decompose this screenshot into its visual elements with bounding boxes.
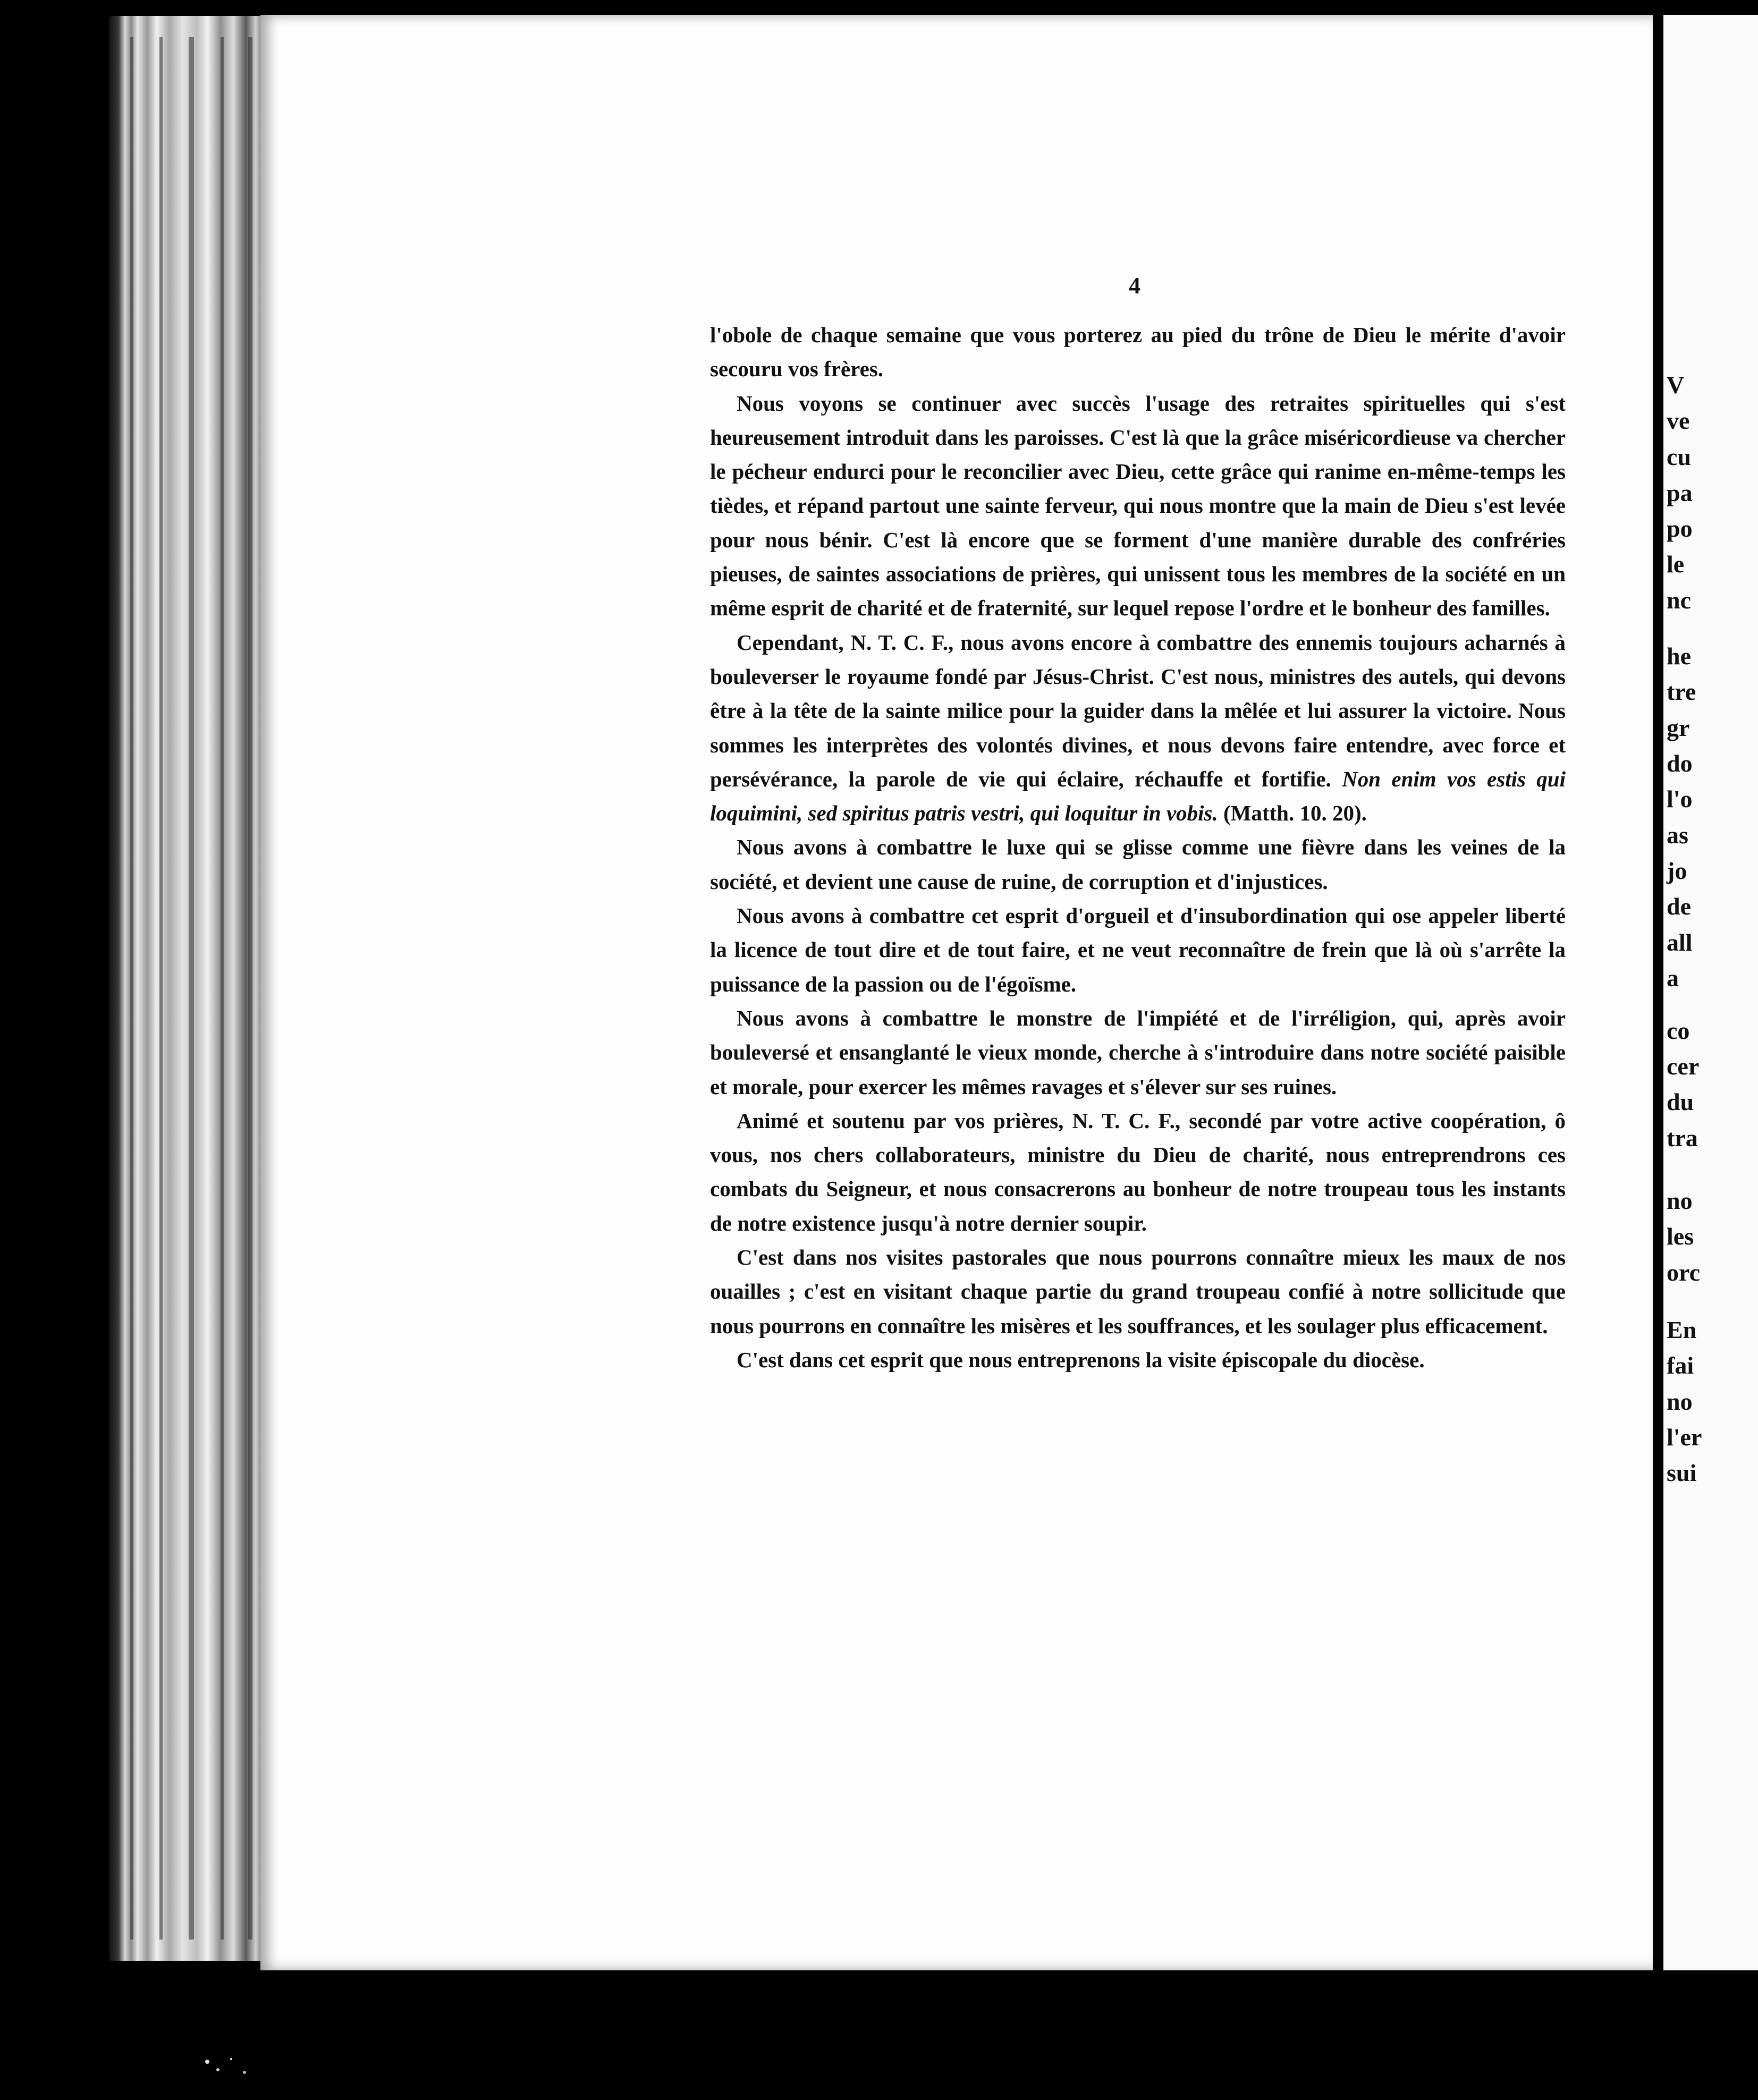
next-page-fragment: no (1667, 1388, 1693, 1415)
next-page-fragment: nc (1667, 587, 1691, 614)
next-page-fragment: les (1667, 1223, 1694, 1250)
next-page-fragment: as (1667, 822, 1688, 849)
paragraph: Nous avons à combattre le luxe qui se glisse comme une fièvre dans les veines de la société, et devient une cause de ruine, de corruption et d'injustices. (710, 835, 1566, 894)
next-page-fragment: l'o (1667, 785, 1693, 812)
book-page-edges (109, 16, 268, 1961)
paragraph-text: Cependant, N. T. C. F., nous avons encore à combattre des ennemis toujours acharnés à bouleverser le royaume fondé par Jésus-Christ. C'est nous, ministres des autels, qui devons être à la tête de la sainte milice pour la guider dans la mêlée et lui assurer la victoire. Nous sommes les interprètes des volontés divines, et nous devons faire entendre, avec force et persévérance, la parole de vie qui éclaire, réchauffe et fortifie. (710, 630, 1566, 791)
next-page-fragment: sui (1667, 1459, 1697, 1486)
page-number: 4 (1129, 273, 1140, 299)
scan-specks (202, 2051, 266, 2083)
next-page-fragment: fai (1667, 1352, 1694, 1379)
paragraph: C'est dans cet esprit que nous entreprenons la visite épiscopale du diocèse. (737, 1347, 1425, 1372)
next-page-fragment: a (1667, 964, 1679, 992)
next-page-fragment: all (1667, 929, 1693, 956)
next-page-fragment: En (1667, 1316, 1697, 1343)
next-page-fragment: cer (1667, 1053, 1700, 1080)
next-page-sliver (1663, 15, 1758, 1970)
next-page-fragment: ve (1667, 407, 1690, 434)
paragraph: Nous voyons se continuer avec succès l'usage des retraites spirituelles qui s'est heureusement introduit dans les paroisses. C'est là que la grâce miséricordieuse va chercher le pécheur endurci pour le reconcilier avec Dieu, cette grâce qui ranime en-même-temps les tièdes, et répand partout une sainte ferveur, qui nous montre que la main de Dieu s'est levée pour nous bénir. C'est là encore que se forment d'une manière durable des confréries pieuses, de saintes associations de prières, qui unissent tous les membres de la société en un même esprit de charité et de fraternité, sur lequel repose l'ordre et le bonheur des familles. (710, 391, 1566, 621)
next-page-fragment: tra (1667, 1124, 1698, 1151)
next-page-fragment: he (1667, 642, 1691, 670)
next-page-fragment: gr (1667, 714, 1690, 741)
next-page-fragment: l'er (1667, 1424, 1702, 1451)
next-page-fragment: jo (1667, 857, 1687, 884)
paragraph: Nous avons à combattre cet esprit d'orgueil et d'insubordination qui ose appeler liberté la licence de tout dire et de tout faire, et ne veut reconnaître de frein que là où s'arrête la puissance de la passion ou de l'égoïsme. (710, 903, 1566, 996)
next-page-fragment: le (1667, 551, 1685, 578)
citation: (Matth. 10. 20). (1223, 801, 1367, 826)
next-page-fragment: pa (1667, 479, 1693, 506)
next-page-fragment: no (1667, 1187, 1693, 1214)
next-page-fragment: V (1667, 371, 1685, 399)
next-page-fragment: co (1667, 1017, 1690, 1044)
next-page-fragment: do (1667, 750, 1693, 777)
next-page-fragment: po (1667, 515, 1693, 542)
paragraph: C'est dans nos visites pastorales que nous pourrons connaître mieux les maux de nos ouailles ; c'est en visitant chaque partie du grand troupeau confié à notre sollicitude que nous pourrons en connaître les misères et les souffrances, et les soulager plus efficacement. (710, 1245, 1566, 1338)
latin-quote: Non enim vos estis qui loquimini, sed spiritus patris vestri, qui loquitur in vobis. (710, 766, 1566, 826)
paragraph: Nous avons à combattre le monstre de l'impiété et de l'irréligion, qui, après avoir bouleversé et ensanglanté le vieux monde, cherche à s'introduire dans notre société paisible et morale, pour exercer les mêmes ravages et s'élever sur ses ruines. (710, 1005, 1566, 1099)
next-page-fragment: de (1667, 893, 1691, 920)
next-page-fragment: tre (1667, 678, 1696, 705)
next-page-fragment: du (1667, 1088, 1694, 1115)
page-gutter (1653, 0, 1663, 2100)
next-page-fragment: orc (1667, 1259, 1701, 1286)
paragraph: l'obole de chaque semaine que vous porterez au pied du trône de Dieu le mérite d'avoir secouru vos frères. (710, 323, 1566, 382)
next-page-fragment: cu (1667, 443, 1691, 470)
body-text (710, 318, 1566, 1377)
paragraph: Animé et soutenu par vos prières, N. T. C. F., secondé par votre active coopération, ô vous, nos chers collaborateurs, ministre du Dieu de charité, nous entreprendrons ces combats du Seigneur, et nous consacrerons au bonheur de notre troupeau tous les instants de notre existence jusqu'à notre dernier soupir. (710, 1108, 1566, 1235)
paragraph (710, 625, 1566, 831)
